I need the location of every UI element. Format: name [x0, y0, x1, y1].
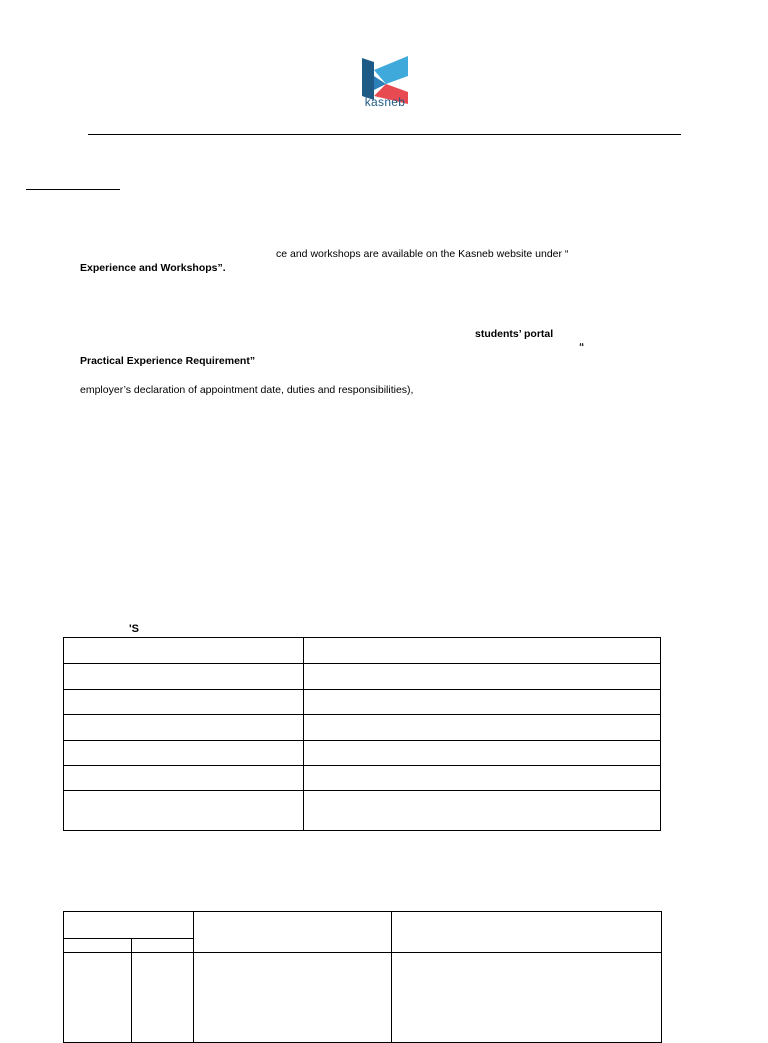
table-row	[64, 912, 662, 939]
table-cell	[64, 766, 304, 791]
table-cell	[303, 690, 660, 715]
declaration-line: employer’s declaration of appointment date, duties and responsibilities),	[80, 384, 414, 396]
section-underline	[26, 189, 120, 190]
table-cell	[303, 766, 660, 791]
table-cell	[64, 690, 304, 715]
table-row	[64, 638, 661, 664]
table-cell	[64, 791, 304, 831]
table-cell	[193, 953, 392, 1043]
table-row	[64, 715, 661, 741]
table-header-cell	[193, 912, 392, 953]
table-cell	[303, 638, 660, 664]
table-cell	[303, 715, 660, 741]
table-subheader-cell	[131, 939, 193, 953]
table-cell	[64, 664, 304, 690]
details-table	[63, 637, 661, 831]
table1-label: 'S	[129, 623, 139, 635]
table-row	[64, 741, 661, 766]
experience-table	[63, 911, 662, 1043]
header-rule	[88, 134, 681, 135]
table-cell	[64, 953, 132, 1043]
table-cell	[64, 741, 304, 766]
logo-wordmark: kasneb	[364, 95, 406, 109]
table-cell	[131, 953, 193, 1043]
table-row	[64, 664, 661, 690]
table-row	[64, 953, 662, 1043]
table-cell	[64, 638, 304, 664]
table-cell	[303, 791, 660, 831]
table-header-cell	[392, 912, 662, 953]
table-cell	[392, 953, 662, 1043]
table-cell	[303, 664, 660, 690]
table-header-cell	[64, 912, 194, 939]
table-row	[64, 690, 661, 715]
students-portal-label: students’ portal	[475, 328, 554, 340]
body-line-workshops: ce and workshops are available on the Kasneb website under “	[276, 248, 569, 260]
table-row	[64, 766, 661, 791]
table-cell	[303, 741, 660, 766]
requirement-label: Practical Experience Requirement”	[80, 355, 256, 367]
body-line-experience: Experience and Workshops”.	[80, 262, 226, 274]
table-subheader-cell	[64, 939, 132, 953]
quote-mark: “	[579, 341, 585, 353]
table-cell	[64, 715, 304, 741]
table-row	[64, 791, 661, 831]
logo-dark-blue-bar	[362, 58, 374, 100]
